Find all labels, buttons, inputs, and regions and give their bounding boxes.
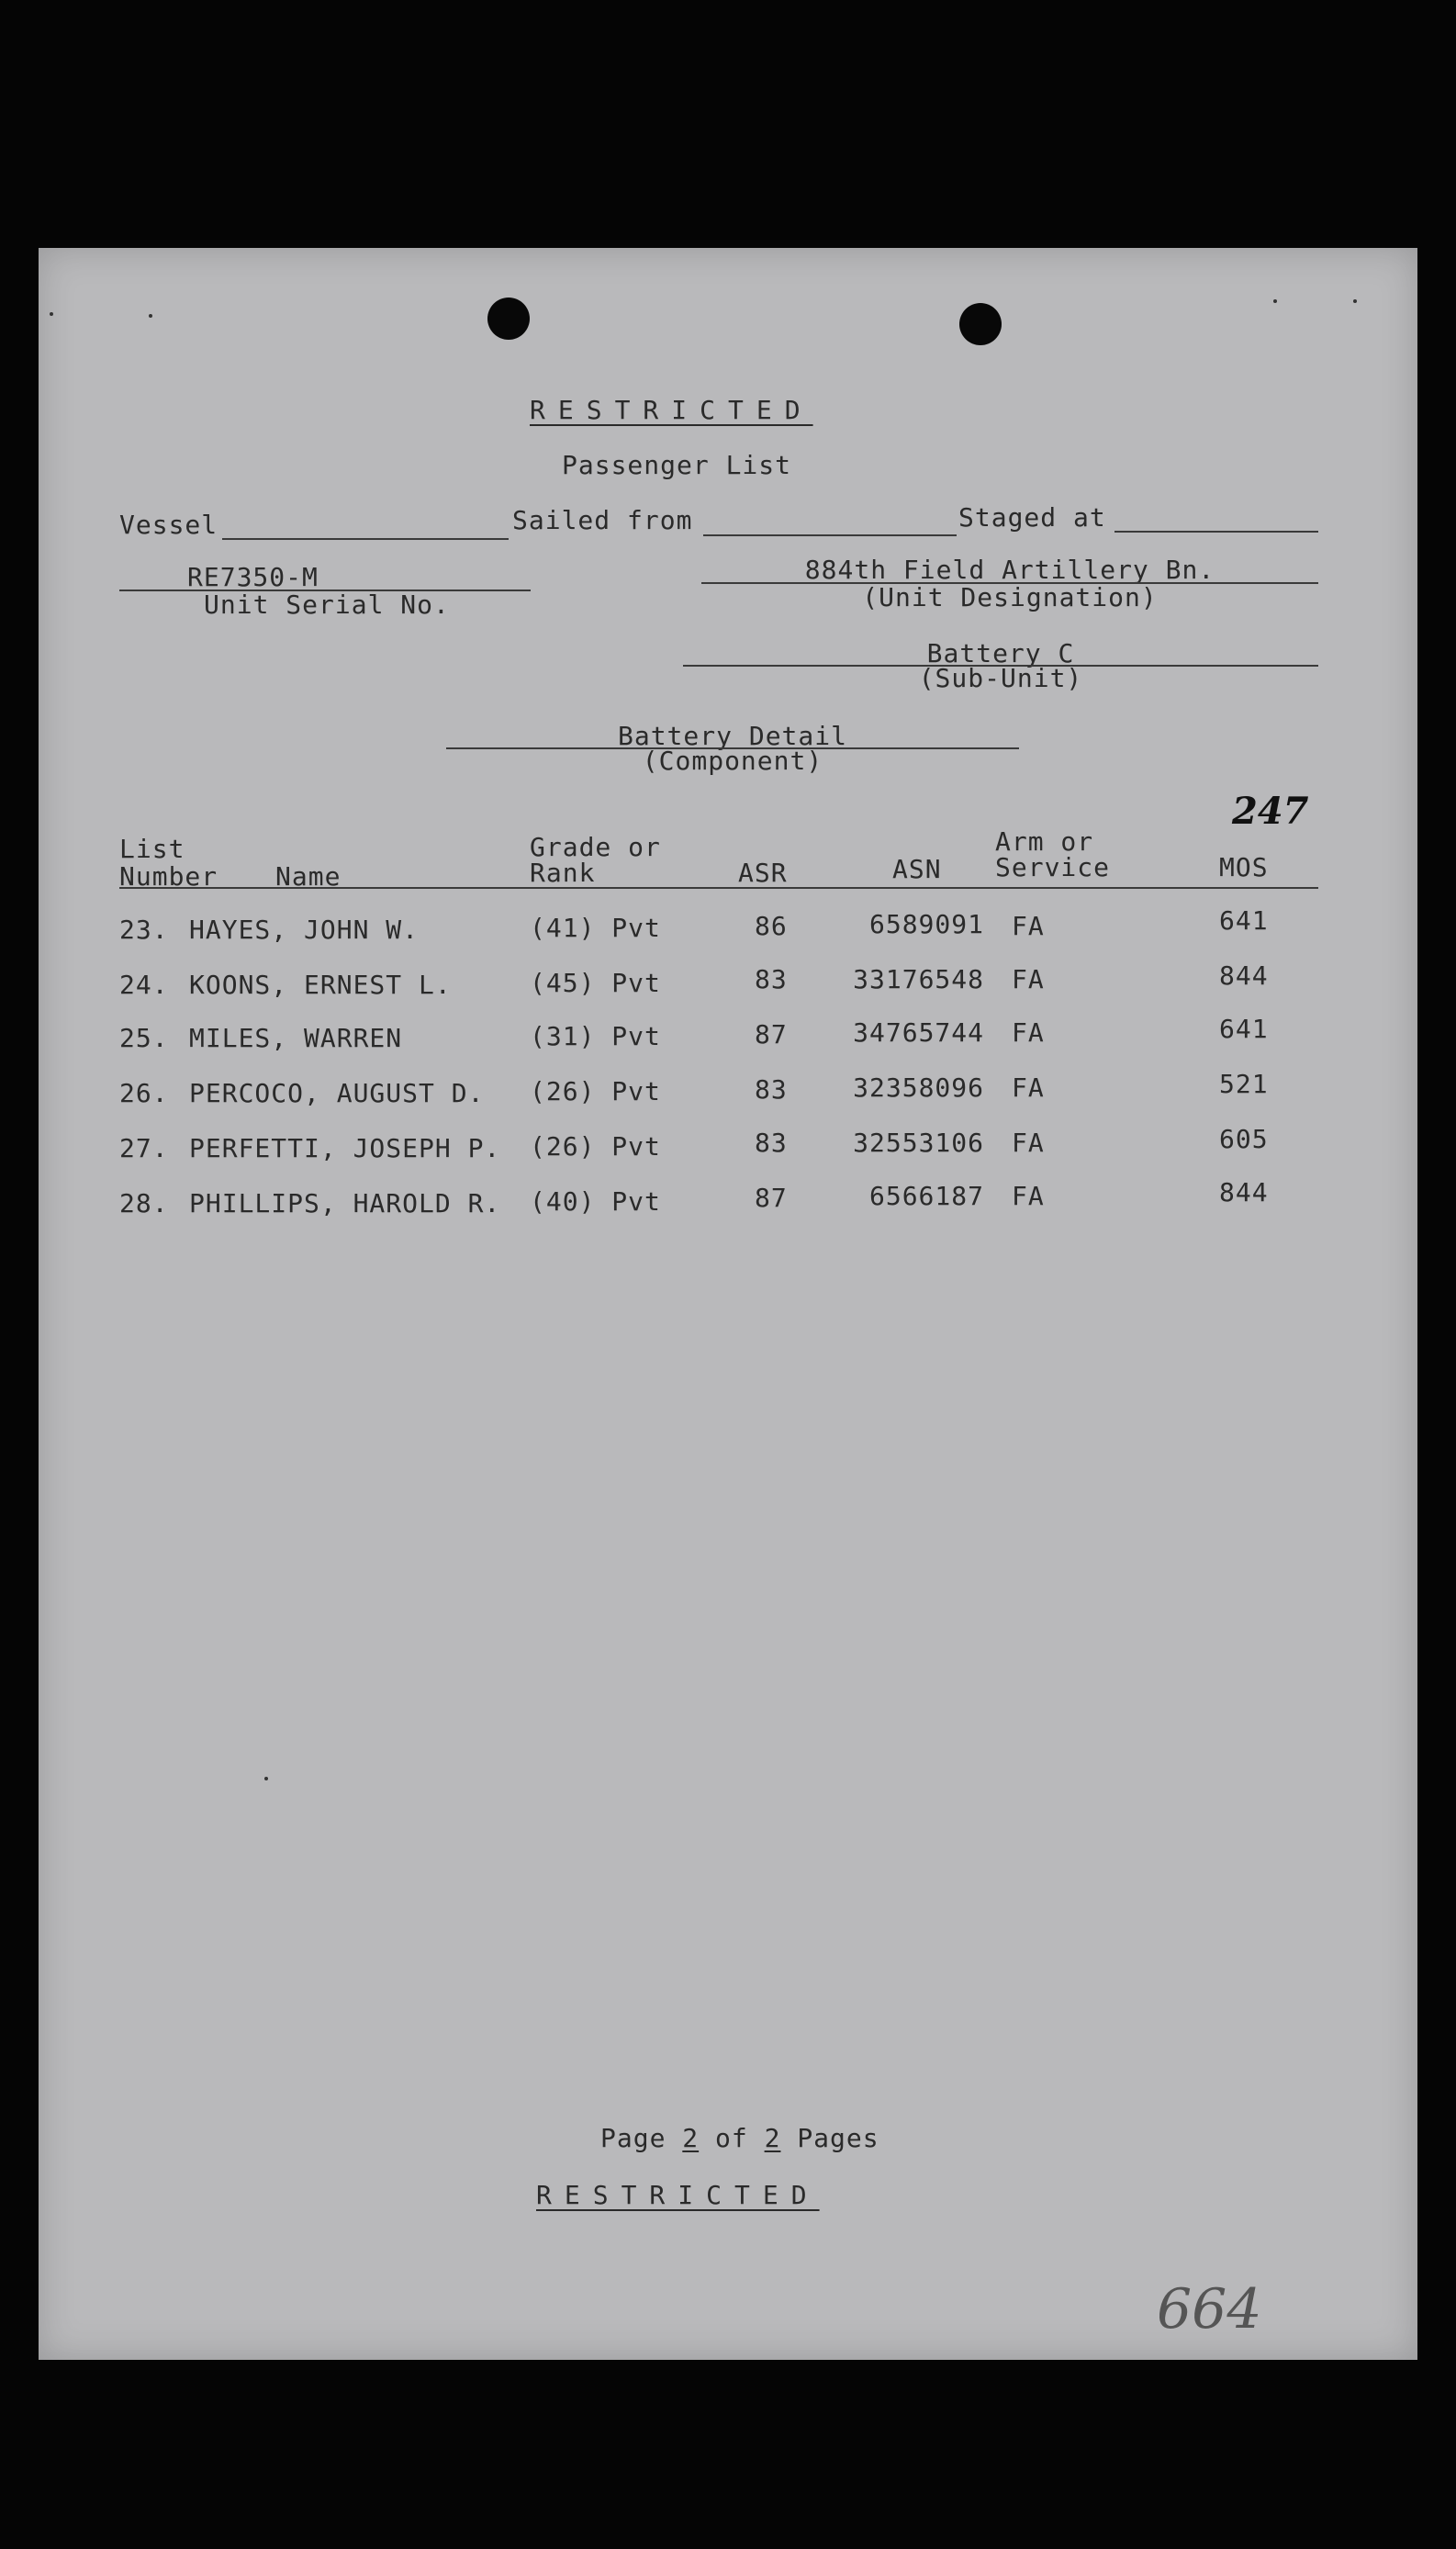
document-page xyxy=(39,248,1417,2360)
row-name: PHILLIPS, HAROLD R. xyxy=(189,1188,501,1218)
page-number: 2 xyxy=(682,2123,700,2153)
row-mos: 641 xyxy=(1219,1014,1269,1044)
row-name: KOONS, ERNEST L. xyxy=(189,970,452,1000)
page-total: 2 xyxy=(764,2123,781,2153)
document-title: Passenger List xyxy=(562,450,792,480)
unit-designation-label: (Unit Designation) xyxy=(862,582,1158,612)
header-grade: Grade or xyxy=(530,832,661,862)
row-asn: 32358096 xyxy=(853,1072,984,1103)
handwritten-number: 664 xyxy=(1157,2277,1262,2341)
row-grade: (45) Pvt xyxy=(530,968,661,998)
header-asn: ASN xyxy=(892,854,942,884)
row-arm: FA xyxy=(1012,964,1045,994)
stamp-number: 247 xyxy=(1232,790,1309,833)
sub-unit-value: Battery C xyxy=(926,638,1075,668)
row-asn: 6566187 xyxy=(868,1181,984,1211)
row-asr: 87 xyxy=(755,1183,788,1213)
row-name: PERCOCO, AUGUST D. xyxy=(189,1078,485,1108)
pages-word: Pages xyxy=(797,2123,879,2153)
header-number: Number xyxy=(119,861,218,892)
row-number: 25. xyxy=(119,1023,169,1053)
header-service: Service xyxy=(995,852,1111,882)
row-grade: (26) Pvt xyxy=(530,1076,661,1106)
staged-at-label: Staged at xyxy=(958,502,1106,533)
sailed-from-label: Sailed from xyxy=(512,505,693,535)
row-name: MILES, WARREN xyxy=(189,1023,403,1053)
row-arm: FA xyxy=(1012,1128,1045,1158)
vessel-blank xyxy=(222,538,509,540)
row-asn: 6589091 xyxy=(868,909,984,939)
header-asr: ASR xyxy=(738,858,788,888)
row-number: 26. xyxy=(119,1078,169,1108)
row-grade: (26) Pvt xyxy=(530,1131,661,1162)
row-asr: 87 xyxy=(755,1019,788,1050)
row-arm: FA xyxy=(1012,911,1045,941)
unit-serial-label: Unit Serial No. xyxy=(204,590,450,620)
of-word: of xyxy=(715,2123,748,2153)
punch-hole-right xyxy=(959,303,1002,345)
row-number: 28. xyxy=(119,1188,169,1218)
row-asn: 34765744 xyxy=(853,1017,984,1048)
restricted-header: RESTRICTED xyxy=(530,395,813,425)
row-mos: 605 xyxy=(1219,1124,1269,1154)
row-name: HAYES, JOHN W. xyxy=(189,915,420,945)
sub-unit-label: (Sub-Unit) xyxy=(918,663,1083,693)
header-mos: MOS xyxy=(1219,852,1269,882)
unit-designation-value: 884th Field Artillery Bn. xyxy=(804,555,1215,585)
sailed-from-blank xyxy=(703,534,957,536)
page-word: Page xyxy=(600,2123,666,2153)
page-indicator xyxy=(600,2123,879,2153)
row-grade: (31) Pvt xyxy=(530,1021,661,1051)
row-number: 23. xyxy=(119,915,169,945)
speck xyxy=(264,1777,268,1780)
row-mos: 844 xyxy=(1219,1177,1269,1207)
speck xyxy=(1273,299,1277,303)
row-grade: (41) Pvt xyxy=(530,913,661,943)
row-mos: 641 xyxy=(1219,905,1269,936)
header-arm: Arm or xyxy=(995,826,1094,857)
row-arm: FA xyxy=(1012,1017,1045,1048)
row-name: PERFETTI, JOSEPH P. xyxy=(189,1133,501,1163)
row-asr: 86 xyxy=(755,911,788,941)
row-asr: 83 xyxy=(755,1128,788,1158)
row-number: 24. xyxy=(119,970,169,1000)
row-mos: 521 xyxy=(1219,1069,1269,1099)
component-label: (Component) xyxy=(642,746,823,776)
row-asr: 83 xyxy=(755,1074,788,1105)
header-rank: Rank xyxy=(530,858,596,888)
header-list: List xyxy=(119,834,185,864)
header-rule xyxy=(119,887,1318,889)
row-grade: (40) Pvt xyxy=(530,1186,661,1217)
header-name: Name xyxy=(275,861,342,892)
row-arm: FA xyxy=(1012,1072,1045,1103)
restricted-footer: RESTRICTED xyxy=(536,2180,820,2210)
punch-hole-left xyxy=(487,298,530,340)
speck xyxy=(1353,299,1357,303)
row-asr: 83 xyxy=(755,964,788,994)
row-mos: 844 xyxy=(1219,960,1269,991)
row-asn: 32553106 xyxy=(853,1128,984,1158)
unit-serial-value: RE7350-M xyxy=(187,562,319,592)
row-arm: FA xyxy=(1012,1181,1045,1211)
vessel-label: Vessel xyxy=(119,510,218,540)
staged-at-blank xyxy=(1114,531,1318,533)
speck xyxy=(149,314,152,318)
component-value: Battery Detail xyxy=(617,721,847,751)
row-number: 27. xyxy=(119,1133,169,1163)
row-asn: 33176548 xyxy=(853,964,984,994)
speck xyxy=(50,312,53,316)
